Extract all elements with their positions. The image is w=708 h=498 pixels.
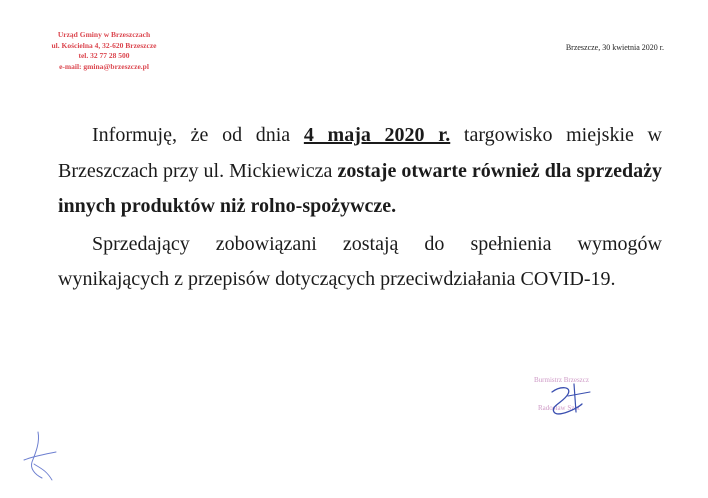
office-stamp [44,30,164,72]
handwritten-signature-icon [538,372,598,422]
signature-stamp-title: Burmistrz Brzeszcz [534,376,590,384]
handwritten-initial-icon [22,430,62,485]
paragraph-opening-bold: zostaje otwarte również dla sprzedaży innych produktów niż rolno-spożywcze. [58,159,662,217]
paragraph-opening-intro: Informuję, że od dnia [92,124,304,146]
opening-date: 4 maja 2020 r. [303,124,451,146]
paragraph-requirements: Sprzedający zobowiązani zostają do spełnienia wymogów wynikających z przepisów dotyczących przeciwdziałania COVID-19. [58,232,662,290]
paragraph-opening [58,118,662,225]
stamp-address: ul. Kościelna 4, 32-620 Brzeszcze [51,40,157,50]
stamp-phone: tel. 32 77 28 500 [78,51,130,60]
stamp-office-name: Urząd Gminy w Brzeszczach [57,30,151,39]
announcement-body [58,118,662,300]
stamp-email: e-mail: gmina@brzeszcze.pl [59,61,149,71]
signature-stamp-name: Radosław Szot [538,404,580,412]
document-date: Brzeszcze, 30 kwietnia 2020 r. [565,43,664,52]
paragraph-opening-location: targowisko miejskie w Brzeszczach przy ul. Mickiewicza [58,124,662,182]
mayor-signature-block [528,372,628,422]
